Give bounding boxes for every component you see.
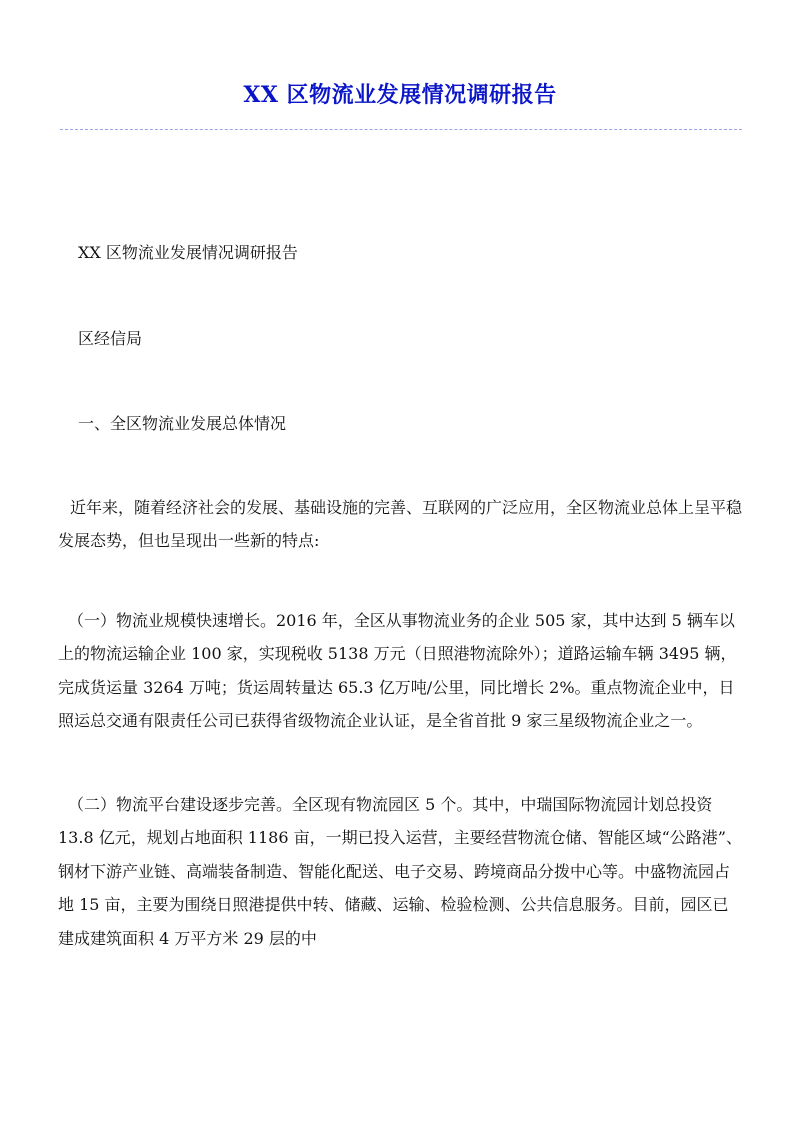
intro-paragraph: 近年来，随着经济社会的发展、基础设施的完善、互联网的广泛应用，全区物流业总体上呈平稳发展态势，但也呈现出一些新的特点: — [58, 497, 743, 550]
document-title: XX 区物流业发展情况调研报告 — [243, 82, 557, 108]
section-heading: 一、全区物流业发展总体情况 — [78, 414, 287, 433]
report-author: 区经信局 — [78, 328, 143, 348]
report-subtitle: XX 区物流业发展情况调研报告 — [78, 243, 298, 262]
paragraph-point-1: （一）物流业规模快速增长。2016 年，全区从事物流业务的企业 505 家，其中达到 5 辆车以上的物流运输企业 100 家，实现税收 5138 万元（日照港物流除外）；道路运输车辆 3495 辆，完成货运量 3264 万吨；货运周转量达 65.3 亿万吨/公里，同比增长 2%。重点物流企业中，日照运总交通有限责任公司已获得省级物流企业认证，是全省首批 9 家三星级物流企业之一。 — [58, 610, 737, 730]
document-body — [58, 236, 743, 955]
paragraph-point-2: （二）物流平台建设逐步完善。全区现有物流园区 5 个。其中，中瑞国际物流园计划总投资 13.8 亿元，规划占地面积 1186 亩，一期已投入运营，主要经营物流仓储、智能区域“公路港”、钢材下游产业链、高端装备制造、智能化配送、电子交易、跨境商品分拨中心等。中盛物流园占地 15 亩，主要为围绕日照港提供中转、储藏、运输、检验检测、公共信息服务。目前，园区已建成建筑面积 4 万平方米 29 层的中 — [58, 794, 742, 948]
title-divider — [60, 129, 742, 130]
